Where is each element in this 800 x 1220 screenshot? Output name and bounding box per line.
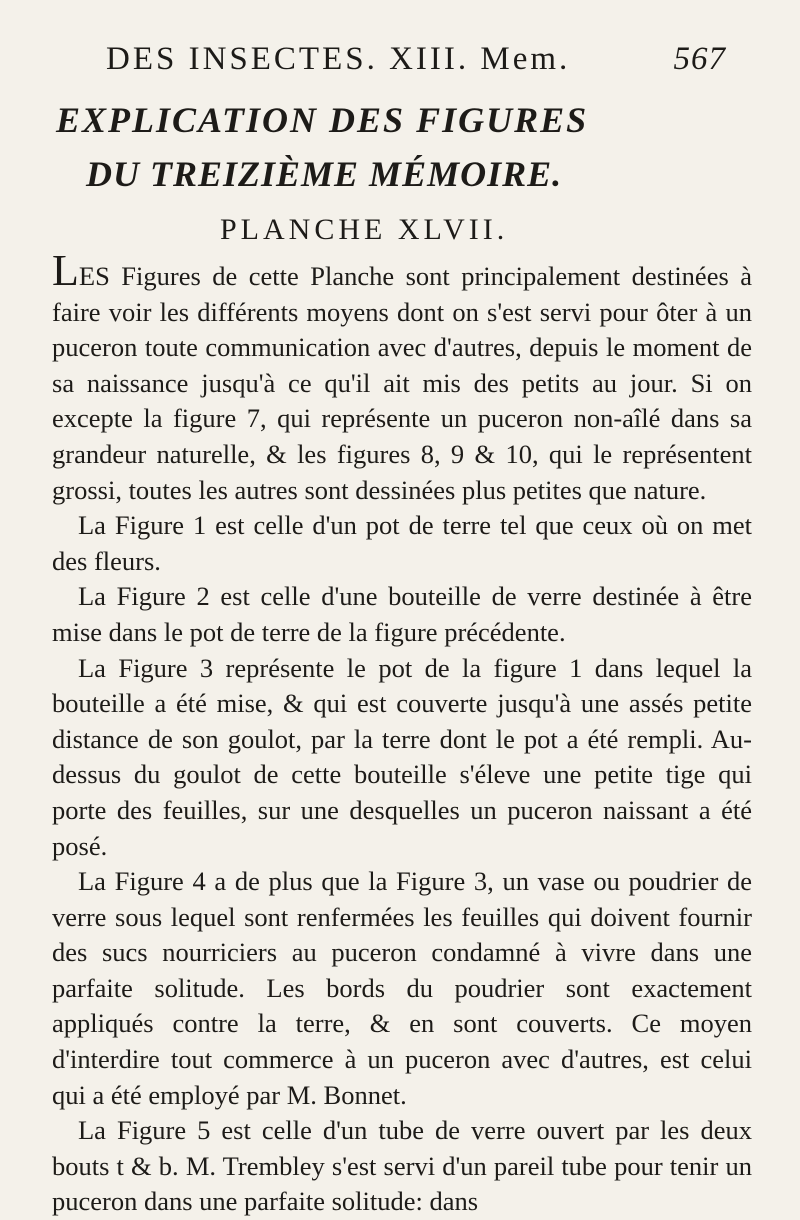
drop-cap: L [52,246,79,295]
paragraph-5: La Figure 4 a de plus que la Figure 3, un vase ou poudrier de verre sous lequel sont renfermées les feuilles qui doivent fournir des sucs nourriciers au puceron condamné à vivre dans une parfaite solitude. Les bords du poudrier sont exactement appliqués contre la terre, & en sont couverts. Ce moyen d'interdire tout commerce à un puceron avec d'autres, est celui qui a été employé par M. Bonnet. [52,866,752,1110]
paragraph-1-text: ES Figures de cette Planche sont principalement destinées à faire voir les différents moyens dont on s'est servi pour ôter à un puceron toute communication avec d'autres, depuis le moment de sa naissance jusqu'à ce qu'il ait mis des petits au jour. Si on excepte la figure 7, qui représente un puceron non-aîlé dans sa grandeur naturelle, & les figures 8, 9 & 10, qui le représentent grossi, toutes les autres sont dessinées plus petites que nature. [52,261,752,505]
running-head-title: DES INSECTES. XIII. Mem. [106,41,571,77]
page-number: 567 [673,41,726,77]
body-text [52,246,752,1220]
plate-heading: PLANCHE XLVII. [220,213,509,246]
paragraph-2: La Figure 1 est celle d'un pot de terre tel que ceux où on met des fleurs. [52,510,752,576]
paragraph-4: La Figure 3 représente le pot de la figure 1 dans lequel la bouteille a été mise, & qui est couverte jusqu'à une assés petite distance de son goulot, par la terre dont le pot a été rempli. Au-dessus du goulot de cette bouteille s'éleve une petite tige qui porte des feuilles, sur une desquelles un puceron naissant a été posé. [52,652,752,861]
section-title-line-1: EXPLICATION DES FIGURES [56,100,589,140]
paragraph-1 [52,246,752,508]
paragraph-3: La Figure 2 est celle d'une bouteille de verre destinée à être mise dans le pot de terre de la figure précédente. [52,581,752,647]
running-head [52,30,752,88]
paragraph-6: La Figure 5 est celle d'un tube de verre ouvert par les deux bouts t & b. M. Trembley s'est servi d'un pareil tube pour tenir un puceron dans une parfaite solitude: dans [52,1115,752,1217]
section-title-line-2: DU TREIZIÈME MÉMOIRE. [86,154,563,194]
